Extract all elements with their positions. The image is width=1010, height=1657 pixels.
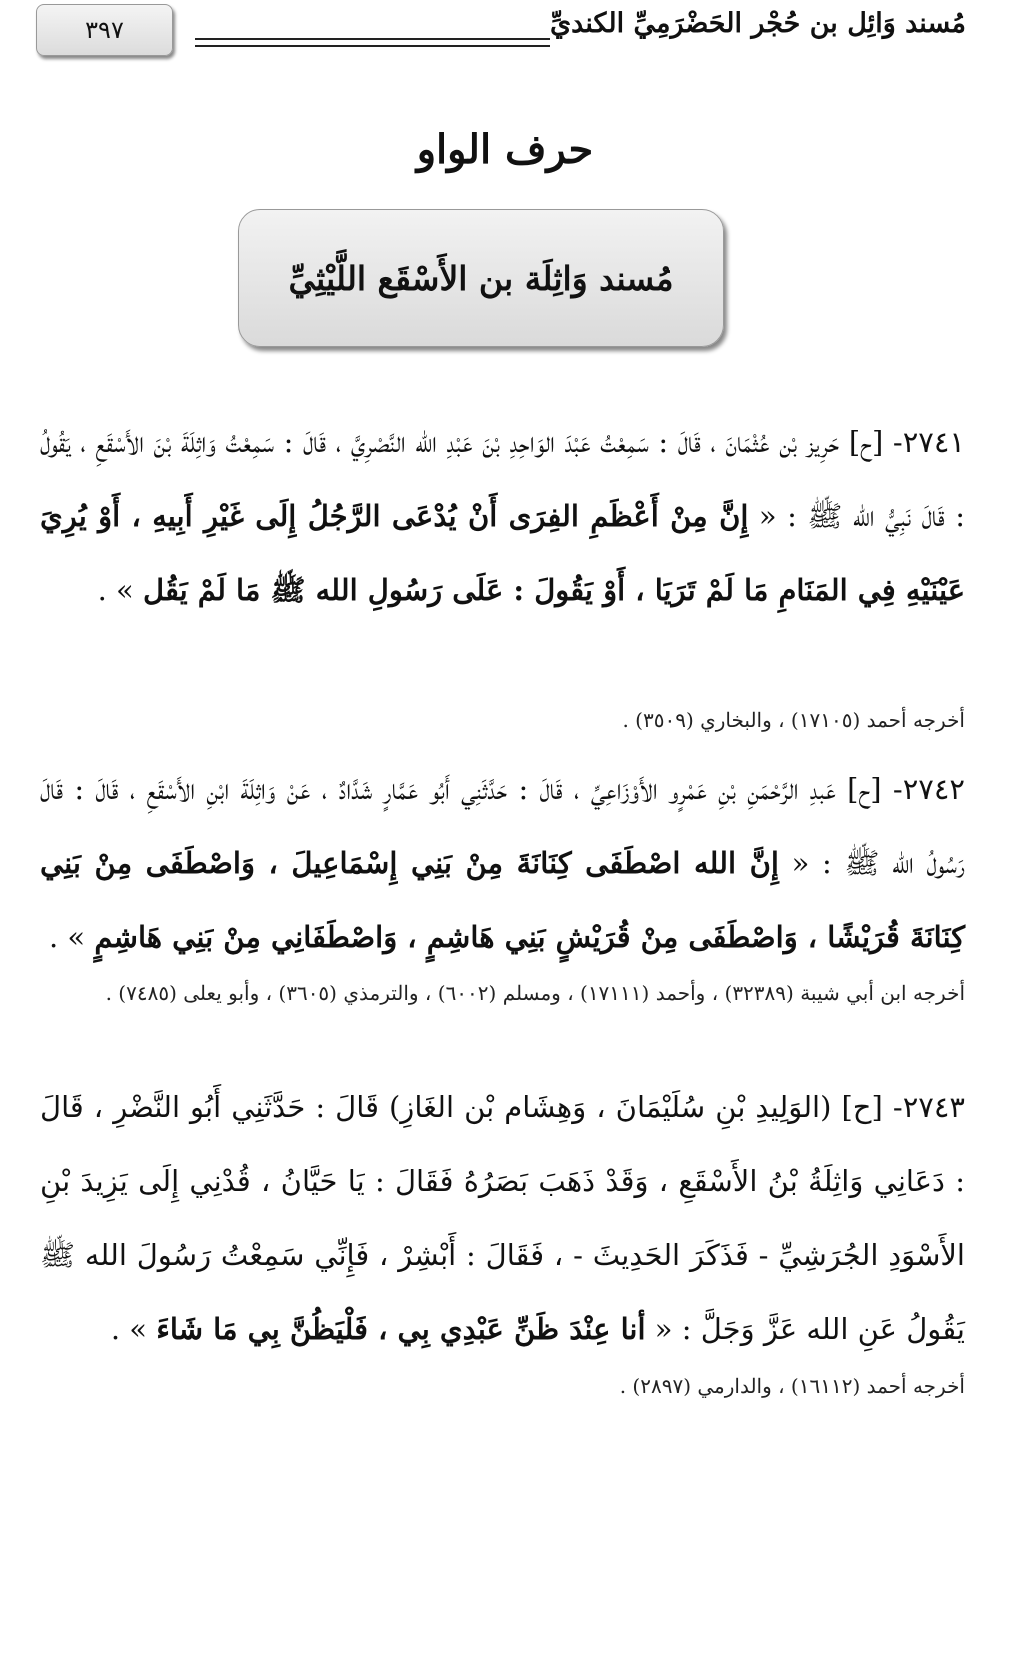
hadith-number: ٢٧٤١- bbox=[892, 425, 965, 459]
hadith-number: ٢٧٤٢- bbox=[892, 772, 965, 806]
hadith-end: » . bbox=[97, 573, 143, 607]
takhrij-2743: أخرجه أحمد (١٦١١٢) ، والدارمي (٢٨٩٧) . bbox=[619, 1374, 965, 1398]
hadith-isnad: [ح] عَبدِ الرَّحْمَنِ بْنِ عَمْرٍو الأَوْزَاعِيِّ ، قَالَ : حَدَّثَنِي أَبُو عَمَّارٍ شَدَّادٌ ، عَنْ وَاثِلَةَ ابْنِ الأَسْقَعِ ، قَالَ : قَالَ رَسُولُ الله ﷺ : « bbox=[40, 772, 965, 880]
hadith-end: » . bbox=[110, 1312, 157, 1346]
page-number: ٣٩٧ bbox=[36, 4, 173, 56]
hadith-end: » . bbox=[48, 920, 95, 954]
musnad-title: مُسند وَاثِلَة بن الأَسْقَع اللَّيْثِيِّ bbox=[288, 258, 674, 298]
takhrij-2742: أخرجه ابن أبي شيبة (٣٢٣٨٩) ، وأحمد (١٧١١١) ، ومسلم (٦٠٠٢) ، والترمذي (٣٦٠٥) ، وأبو يعلى (٧٤٨٥) . bbox=[105, 981, 965, 1005]
hadith-matn: أنا عِنْدَ ظَنِّ عَبْدِي بِي ، فَلْيَظُنَّ بِي مَا شَاءَ bbox=[156, 1312, 646, 1346]
chapter-title: حرف الواو bbox=[416, 126, 594, 173]
hadith-matn: إِنَّ الله اصْطَفَى كِنَانَةَ مِنْ بَنِي إِسْمَاعِيلَ ، وَاصْطَفَى مِنْ بَنِي كِنَانَةَ قُرَيْشًا ، وَاصْطَفَى مِنْ قُرَيْشٍ بَنِي هَاشِمٍ ، وَاصْطَفَانِي مِنْ بَنِي هَاشِمٍ bbox=[40, 846, 965, 954]
takhrij-2741: أخرجه أحمد (١٧١٠٥) ، والبخاري (٣٥٠٩) . bbox=[622, 708, 965, 732]
hadith-isnad: [ح] (الوَلِيدِ بْنِ سُلَيْمَانَ ، وَهِشَام بْن الغَازِ) قَالَ : حَدَّثَنِي أَبُو النَّضْرِ ، قَالَ : دَعَانِي وَاثِلَةُ بْنُ الأَسْقَعِ ، وَقَدْ ذَهَبَ بَصَرُهُ فَقَالَ : يَا حَيَّانُ ، قُدْنِي إِلَى يَزِيدَ بْنِ الأَسْوَدِ الجُرَشِيِّ - فَذَكَرَ الحَدِيثَ - ، فَقَالَ : أَبْشِرْ ، فَإِنِّي سَمِعْتُ رَسُولَ الله ﷺ يَقُولُ عَنِ الله عَزَّ وَجَلَّ : « bbox=[40, 1090, 965, 1346]
running-title: مُسند وَائِل بن حُجْر الحَضْرَمِيِّ الكنديِّ bbox=[550, 8, 966, 39]
hadith-2741 bbox=[40, 405, 965, 627]
hadith-number: ٢٧٤٣- bbox=[892, 1090, 965, 1124]
hadith-matn: إِنَّ مِنْ أَعْظَمِ الفِرَى أَنْ يُدْعَى الرَّجُلُ إِلَى غَيْرِ أَبِيهِ ، أَوْ يُرِيَ عَيْنَيْهِ فِي المَنَامِ مَا لَمْ تَرَيَا ، أَوْ يَقُولَ : عَلَى رَسُولِ الله ﷺ مَا لَمْ يَقُل bbox=[40, 499, 965, 607]
hadith-2742 bbox=[40, 752, 965, 974]
hadith-isnad: [ح] حَرِيز بْن عُثْمَانَ ، قَالَ : سَمِعْتُ عَبْدَ الوَاحِدِ بْنَ عَبْدِ الله النَّصْرِيَّ ، قَالَ : سَمِعْتُ وَاثِلَةَ بْنَ الأَسْقَعِ ، يَقُولُ : قَالَ نَبِيُّ الله ﷺ : « bbox=[40, 425, 965, 533]
page-header bbox=[0, 0, 1010, 70]
musnad-title-box bbox=[238, 209, 724, 347]
header-rule bbox=[195, 38, 550, 47]
hadith-2743 bbox=[40, 1070, 965, 1366]
